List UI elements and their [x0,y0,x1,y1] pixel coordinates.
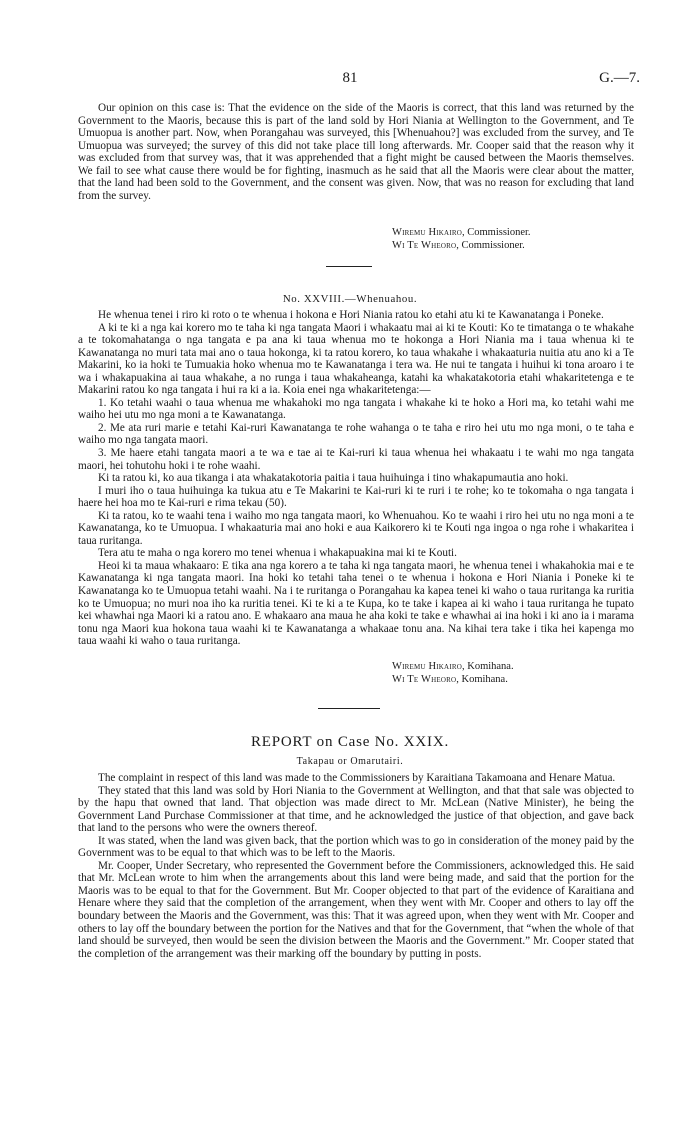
body-paragraph: Tera atu te maha o nga korero mo tenei whenua i whakapuakina mai ki te Kouti. [98,547,457,560]
report-heading: REPORT on Case No. XXIX. [250,734,450,750]
body-paragraph: 3. Me haere etahi tangata maori a te wa e tae ai te Kai-ruri ki taua whenua hei whakaatu i te wahi mo nga tangata maori, hei tohutohu hoki i te rohe waahi. [78,447,634,472]
section-heading-whenuahou: No. XXVIII.—Whenuahou. [282,293,418,305]
body-paragraph: They stated that this land was sold by Hori Niania to the Government at Wellington, and that that sale was objected to by the hapu that owned that land. That objection was made direct to Mr. McLean (Native Minister), he being the Government Land Purchase Commissioner at that time, and he acknowledged the justice of that objection, and gave back that land to the persons who were the owners thereof. [78,784,634,835]
body-paragraph: He whenua tenei i riro ki roto o te whenua i hokona e Hori Niania ratou ko etahi atu ki te Kawanatanga i Poneke. [98,309,604,321]
body-paragraph: A ki te ki a nga kai korero mo te taha ki nga tangata Maori i whakaatu mai ai ki te Kouti: Ko te timatanga o te whakahe a te tokomahatanga o nga tangata e pa ana ki taua whenua mo te hokonga a Hori Niania ma i taua whenua ki te Kawanatanga no muri tata mai ano o taua hokonga, ki ta ratou korero, ko taua whakahe i whakaaturia nuitia atu ano ki a Te Makarini, ko ia hoki te Tumuakia hoko whenua mo te Kawanatanga i tera wa. He nui te tangata i huihui ki tona aroaro i te wa i whakapuakina ai taua whakahe, a no runga i taua whakaheanga, katahi ka whakatakotoria etahi whakaritetenga e te Makarini ratou ko nga tangata i hui ra ki a ia. Koia enei nga whakaritetenga:— [78,321,634,397]
body-paragraph: It was stated, when the land was given back, that the portion which was to go in consideration of the money paid by the Government was to be equal to that which was to be left to the Maoris. [78,834,634,860]
signature-line [392,227,531,240]
section-divider [318,708,380,709]
report-subheading: Takapau or Omarutairi. [296,756,404,767]
signatory-role: , Komihana. [456,673,508,685]
body-paragraph: 2. Me ata ruri marie e tetahi Kai-ruri Kawanatanga te rohe wahanga o te taha e riro hei utu mo nga moni, o te taha e waiho mo nga tangata maori. [78,421,634,447]
signatory-name: Wi Te Wheoro [392,673,457,685]
body-paragraph: Ki ta ratou, ko te waahi tena i waiho mo nga tangata maori, ko Whenuahou. Ko te waahi i riro hei utu no nga moni a te Kawanatanga, ko te Umuopua. I whakaaturia mai ano hoki e aua Kaikorero ki te Kouti nga ingoa o nga rohe i whakaritea i taua ruritanga. [78,509,634,547]
signature-line [392,661,514,674]
page-number: 81 [342,70,358,86]
body-paragraph: Ki ta ratou ki, ko aua tikanga i ata whakatakotoria paitia i taua huihuinga i tino whakapumautia ano hoki. [98,472,569,485]
section-divider [326,266,372,267]
report-29-body [78,772,634,960]
signature-block-2 [392,661,514,686]
body-paragraph: Heoi ki ta maua whakaaro: E tika ana nga korero a te taha ki nga tangata maori, he whenua tenei i whakahokia mai e te Kawanatanga ki nga tangata maori. Ina hoki ko tetahi taha tenei o te whenua i hokona e Hori Niania i Poneke ki te Kawanatanga ko te Umuopua tetahi waahi. Na i te ruritanga o Porangahau ka kapea tenei ki waho o taua ruritanga ka ruritia ko te Umuopua; no muri noa iho ka ruritia tenei. Ki te ki a te Kupa, ko te take i kapea ai ki waho i taua ruritanga he tupato kei whawhai nga Maori ki a ratou ano. E whakaaro ana maua he aha koki te take e whawhai ai ina hoki i ki ano ia i marama tonu nga Maori kua hokona taua waahi ki te Kawanatanga a whakaae tonu ana. Na kihai tera take i tika hei kapenga mo taua waahi ki waho o taua ruritanga. [78,559,634,648]
signature-block-1 [392,227,531,252]
signature-line [392,240,531,253]
signatory-role: , Komihana. [461,661,514,672]
maori-report-body [78,309,634,648]
signatory-role: , Commissioner. [461,227,531,238]
signatory-name: Wiremu Hikairo [392,661,462,672]
body-paragraph: The complaint in respect of this land was made to the Commissioners by Karaitiana Takamoana and Henare Matua. [98,772,616,784]
body-paragraph: 1. Ko tetahi waahi o taua whenua me whakahoki mo nga tangata i whakahe ki te hoko a Hori ma, ko tetahi wahi me waiho hei utu mo nga moni a te Kawanatanga. [78,396,634,422]
signatory-role: , Commissioner. [456,239,525,251]
body-paragraph: I muri iho o taua huihuinga ka tukua atu e Te Makarini te Kai-ruri ki te ruri i te rohe; ko te tokomaha o nga tangata i haere hei hoa mo te Kai-ruri e rima tekau (50). [78,484,634,510]
document-reference: G.—7. [599,70,640,86]
signatory-name: Wi Te Wheoro [392,239,457,251]
body-paragraph: Mr. Cooper, Under Secretary, who represented the Government before the Commissioners, acknowledged this. He said that Mr. McLean wrote to him when the arrangements about this land were being made, and said that the portion for the Maoris was to be equal to that for the Government. But Mr. Cooper objected to that part of the evidence of Karaitiana and Henare where they said that the completion of the arrangement, when they went with Mr. Cooper and others to lay off the boundary between the Maoris and the Government, was this: That it was agreed upon, when they went with Mr. Cooper and others to lay off the boundary between the portion for the Natives and that for the Government, that “when the whole of that land should be surveyed, then would be seen the division between the Maoris and the Government.” Mr. Cooper stated that the completion of the arrangement was their marking off the boundary by putting in posts. [78,859,634,960]
opinion-paragraph: Our opinion on this case is: That the evidence on the side of the Maoris is correct, that this land was returned by the Government to the Maoris, because this is part of the land sold by Hori Niania at Wellington to the Government, and Te Umuopua is another part. Now, when Porangahau was surveyed, this [Whenuahou?] was excluded from the survey, and Te Umuopua was surveyed; the survey of this did not take place till long afterwards. Mr. Cooper said that the reason why it was excluded from that survey was, that it was apprehended that a fight might be caused between the Maoris themselves. We fail to see what cause there would be for fighting, inasmuch as he said that all the Maoris were clear about the matter, that the land had been sold to the Government, and the consent was given. Now, that was no reason for excluding that land from the survey. [78,102,634,202]
signature-line [392,674,514,687]
signatory-name: Wiremu Hikairo [392,227,462,238]
case-28-opinion [78,102,634,202]
